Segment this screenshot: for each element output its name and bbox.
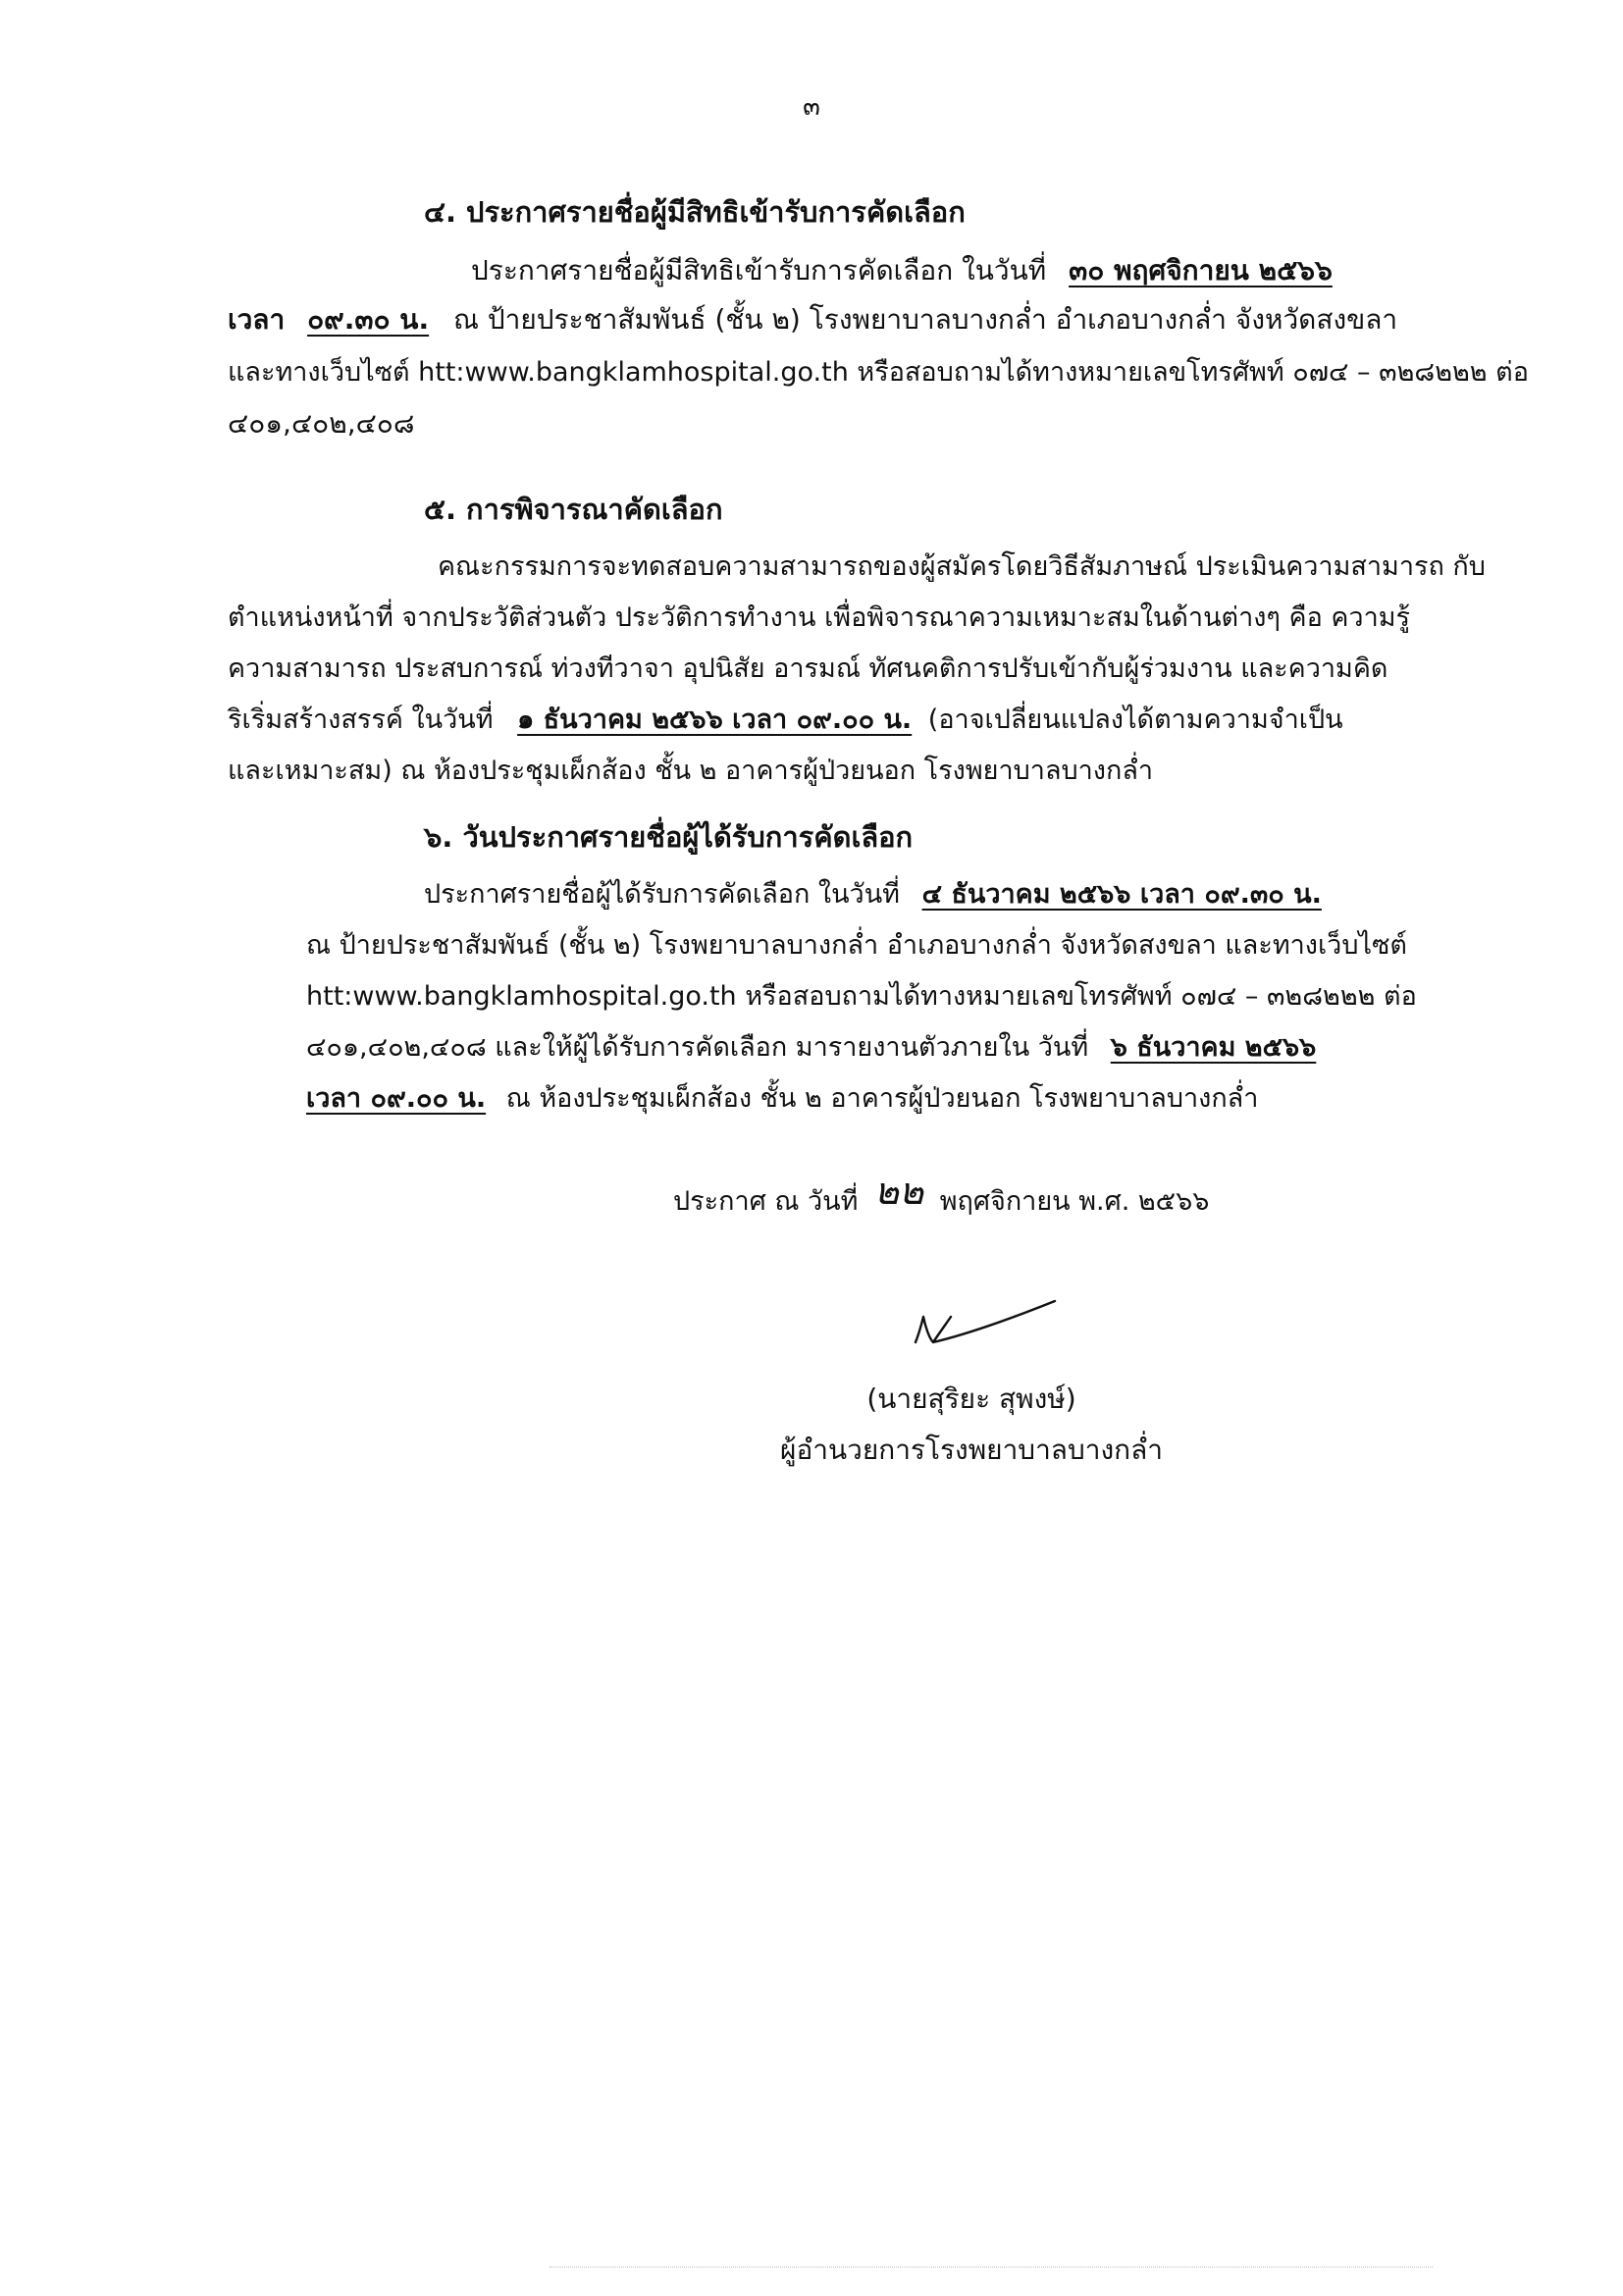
section6-report-time: เวลา ๐๙.๐๐ น. (306, 1083, 487, 1114)
section4-time-label: เวลา (228, 303, 286, 336)
section5-date: ๑ ธันวาคม ๒๕๖๖ เวลา ๐๙.๐๐ น. (517, 704, 913, 735)
section4-line2 (228, 300, 1397, 339)
section4-line3: และทางเว็บไซต์ htt:www.bangklamhospital.go.th หรือสอบถามได้ทางหมายเลขโทรศัพท์ ๐๗๔ – ๓๒๘๒๒๒ ต่อ (228, 357, 1529, 388)
announce-text-before: ประกาศ ณ วันที่ (673, 1186, 859, 1217)
section4-line1 (471, 251, 1333, 290)
signer-name: (นายสุริยะ สุพงษ์) (866, 1383, 1076, 1415)
section5-heading: ๕. การพิจารณาคัดเลือก (424, 493, 723, 526)
section5-line5: และเหมาะสม) ณ ห้องประชุมเผ็กส้อง ชั้น ๒ อาคารผู้ป่วยนอก โรงพยาบาลบางกล่ำ (228, 756, 1154, 786)
section5-line4-text: ริเริ่มสร้างสรรค์ ในวันที่ (228, 704, 494, 735)
section5-line4-rest: (อาจเปลี่ยนแปลงได้ตามความจำเป็น (927, 704, 1343, 735)
announce-text-after: พฤศจิกายน พ.ศ. ๒๕๖๖ (939, 1186, 1210, 1217)
section6-date: ๔ ธันวาคม ๒๕๖๖ เวลา ๐๙.๓๐ น. (921, 879, 1322, 910)
section6-line4-text: ๔๐๑,๔๐๒,๔๐๘ และให้ผู้ได้รับการคัดเลือก มารายงานตัวภายใน วันที่ (306, 1032, 1089, 1063)
section4-line1-text: ประกาศรายชื่อผู้มีสิทธิเข้ารับการคัดเลือก ในวันที่ (471, 254, 1047, 287)
section6-line1-text: ประกาศรายชื่อผู้ได้รับการคัดเลือก ในวันที่ (424, 879, 900, 910)
signature (908, 1295, 1065, 1354)
section6-line5 (306, 1079, 1258, 1119)
section5-line3: ความสามารถ ประสบการณ์ ท่วงทีวาจา อุปนิสัย อารมณ์ ทัศนคติการปรับเข้ากับผู้ร่วมงาน และความคิด (228, 653, 1388, 684)
section6-line5-rest: ณ ห้องประชุมเผ็กส้อง ชั้น ๒ อาคารผู้ป่วยนอก โรงพยาบาลบางกล่ำ (505, 1083, 1259, 1114)
section5-line2: ตำแหน่งหน้าที่ จากประวัติส่วนตัว ประวัติการทำงาน เพื่อพิจารณาความเหมาะสมในด้านต่างๆ คือ ความรู้ (228, 602, 1411, 633)
section6-line3: htt:www.bangklamhospital.go.th หรือสอบถามได้ทางหมายเลขโทรศัพท์ ๐๗๔ – ๓๒๘๒๒๒ ต่อ (306, 981, 1417, 1012)
page-number: ๓ (803, 92, 820, 122)
section5-line1: คณะกรรมการจะทดสอบความสามารถของผู้สมัครโดยวิธีสัมภาษณ์ ประเมินความสามารถ กับ (438, 551, 1486, 582)
section6-line1 (424, 875, 1322, 914)
announce-date-line (673, 1170, 1210, 1222)
section6-line4 (306, 1028, 1316, 1068)
section5-line4 (228, 701, 1343, 740)
section4-time: ๐๙.๓๐ น. (307, 303, 430, 336)
section4-line2-rest: ณ ป้ายประชาสัมพันธ์ (ชั้น ๒) โรงพยาบาลบางกล่ำ อำเภอบางกล่ำ จังหวัดสงขลา (453, 303, 1398, 336)
bottom-scan-artifact (550, 2267, 1433, 2270)
section4-heading: ๔. ประกาศรายชื่อผู้มีสิทธิเข้ารับการคัดเลือก (424, 195, 966, 229)
signer-title: ผู้อำนวยการโรงพยาบาลบางกล่ำ (780, 1434, 1163, 1466)
section4-date: ๓๐ พฤศจิกายน ๒๕๖๖ (1069, 254, 1333, 287)
section6-line2: ณ ป้ายประชาสัมพันธ์ (ชั้น ๒) โรงพยาบาลบางกล่ำ อำเภอบางกล่ำ จังหวัดสงขลา และทางเว็บไซต์ (306, 930, 1407, 961)
section6-heading: ๖. วันประกาศรายชื่อผู้ได้รับการคัดเลือก (424, 820, 914, 854)
section6-report-date: ๖ ธันวาคม ๒๕๖๖ (1110, 1032, 1317, 1063)
handwritten-day: ๒๒ (874, 1170, 924, 1213)
section4-line4: ๔๐๑,๔๐๒,๔๐๘ (228, 407, 415, 440)
